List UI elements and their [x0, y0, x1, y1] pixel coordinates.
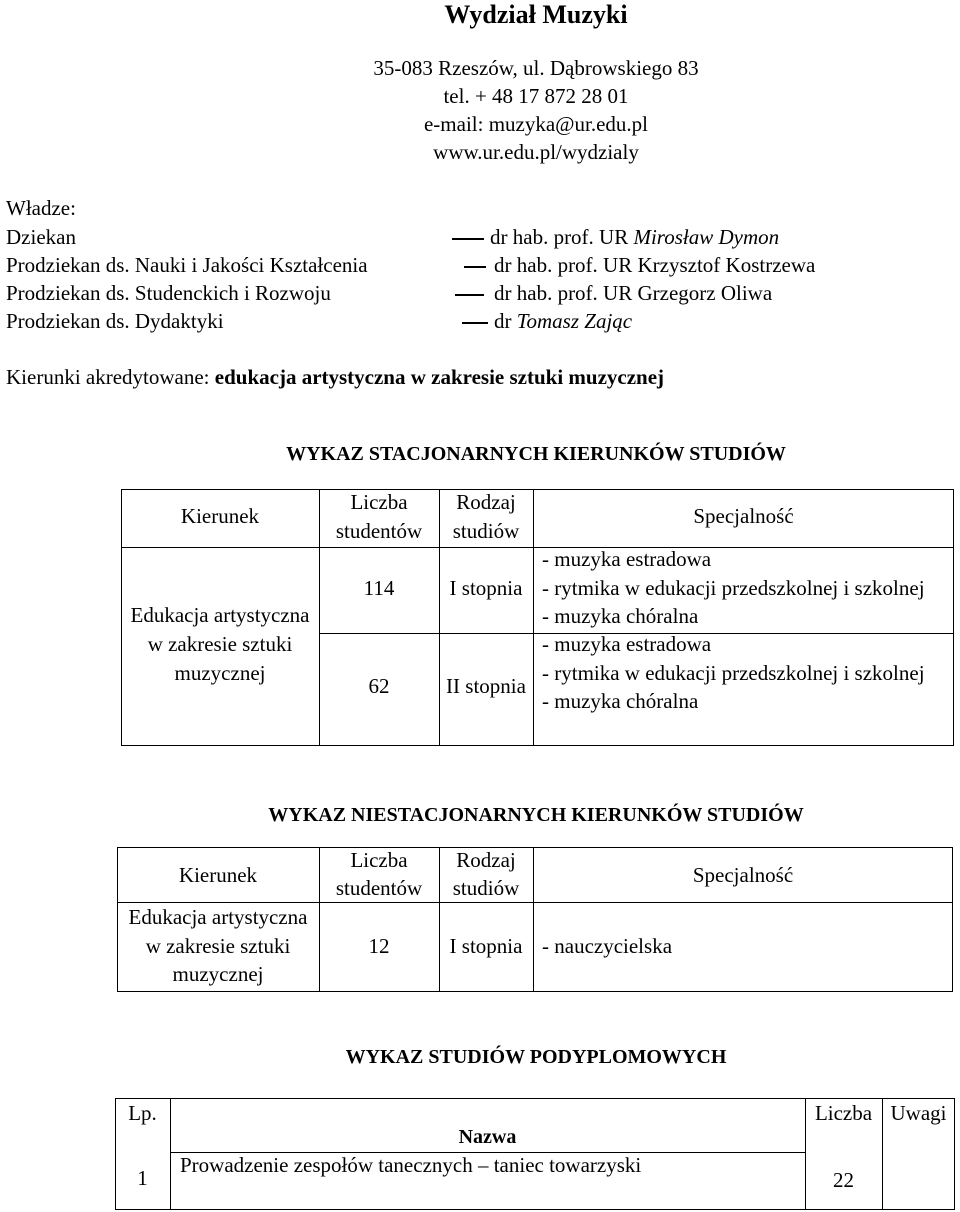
authority-name: Mirosław Dymon — [633, 225, 780, 249]
authority-name: Grzegorz Oliwa — [637, 281, 773, 305]
dash-separator — [462, 322, 488, 324]
header-kierunek: Kierunek — [178, 863, 258, 887]
study-level: I stopnia — [449, 934, 523, 958]
table-divider — [121, 547, 954, 548]
header-specjalnosc: Specjalność — [693, 504, 794, 528]
authority-person — [494, 253, 815, 278]
specialty-item: - muzyka chóralna — [542, 689, 699, 713]
table-divider — [170, 1098, 171, 1210]
field-name-line: muzycznej — [174, 661, 266, 685]
authority-role: Prodziekan ds. Dydaktyki — [6, 309, 224, 333]
authority-row-vice-dean-quality — [6, 253, 956, 281]
authority-name: Tomasz Zając — [516, 309, 633, 333]
authority-row-vice-dean-students — [6, 281, 956, 309]
specialty-item: - muzyka estradowa — [542, 547, 712, 571]
authority-title: dr hab. prof. UR — [494, 253, 633, 277]
field-name-line: Edukacja artystyczna — [130, 603, 310, 627]
row-lp: 1 — [137, 1166, 148, 1190]
header-specjalnosc: Specjalność — [692, 863, 794, 887]
specialty-item: - muzyka chóralna — [542, 604, 699, 628]
specialty-item: - rytmika w edukacji przedszkolnej i szkolnej — [542, 576, 925, 600]
accredited-label: Kierunki akredytowane: — [6, 365, 210, 389]
faculty-name: Wydział Muzyki — [444, 0, 628, 29]
header-liczba: Liczba — [350, 848, 408, 872]
dash-separator — [464, 266, 486, 268]
authority-person — [494, 281, 772, 306]
header-nazwa: Nazwa — [458, 1126, 517, 1148]
faculty-website: www.ur.edu.pl/wydzialy — [433, 140, 639, 164]
header-kierunek: Kierunek — [180, 504, 260, 528]
header-studiow: studiów — [452, 519, 520, 543]
faculty-address: 35-083 Rzeszów, ul. Dąbrowskiego 83 — [373, 56, 699, 80]
faculty-email: e-mail: muzyka@ur.edu.pl — [423, 112, 649, 136]
dash-separator — [452, 238, 484, 240]
field-name-line: Edukacja artystyczna — [128, 905, 308, 929]
field-name-line: w zakresie sztuki — [145, 934, 291, 958]
authority-title: dr hab. prof. UR — [490, 225, 629, 249]
program-name: Prowadzenie zespołów tanecznych – taniec towarzyski — [180, 1153, 642, 1177]
specialty-item: - nauczycielska — [542, 934, 673, 958]
study-level: II stopnia — [446, 674, 526, 698]
dash-separator — [455, 294, 484, 296]
header-lp: Lp. — [128, 1101, 157, 1125]
program-count: 22 — [833, 1168, 854, 1192]
part-time-heading: WYKAZ NIESTACJONARNYCH KIERUNKÓW STUDIÓW — [268, 804, 804, 826]
specialty-item: - muzyka estradowa — [542, 632, 712, 656]
header-rodzaj: Rodzaj — [456, 848, 516, 872]
study-level: I stopnia — [449, 576, 523, 600]
header-uwagi: Uwagi — [890, 1101, 947, 1125]
field-name-line: w zakresie sztuki — [147, 632, 293, 656]
authority-name: Krzysztof Kostrzewa — [637, 253, 816, 277]
header-liczba: Liczba — [814, 1101, 873, 1125]
authority-person — [494, 309, 632, 334]
authority-row-vice-dean-teaching — [6, 309, 956, 337]
faculty-phone: tel. + 48 17 872 28 01 — [443, 84, 629, 108]
authority-role: Dziekan — [6, 225, 76, 249]
header-rodzaj: Rodzaj — [456, 490, 516, 514]
header-studentow: studentów — [335, 519, 423, 543]
authorities-heading: Władze: — [6, 196, 76, 220]
student-count: 12 — [368, 934, 390, 958]
authority-title: dr hab. prof. UR — [494, 281, 633, 305]
student-count: 62 — [368, 674, 390, 698]
authority-row-dean — [6, 225, 956, 253]
student-count: 114 — [363, 576, 395, 600]
authority-person — [490, 225, 779, 250]
accredited-value: edukacja artystyczna w zakresie sztuki muzycznej — [214, 365, 665, 389]
authority-title: dr — [494, 309, 512, 333]
specialty-item: - rytmika w edukacji przedszkolnej i szkolnej — [542, 661, 925, 685]
full-time-heading: WYKAZ STACJONARNYCH KIERUNKÓW STUDIÓW — [286, 443, 786, 465]
authority-role: Prodziekan ds. Nauki i Jakości Kształcenia — [6, 253, 368, 277]
header-studentow: studentów — [335, 876, 423, 900]
authority-role: Prodziekan ds. Studenckich i Rozwoju — [6, 281, 331, 305]
header-studiow: studiów — [452, 876, 520, 900]
field-name-line: muzycznej — [172, 962, 264, 986]
accredited-line — [6, 365, 664, 390]
header-liczba: Liczba — [350, 490, 408, 514]
postgraduate-heading: WYKAZ STUDIÓW PODYPLOMOWYCH — [345, 1046, 727, 1068]
